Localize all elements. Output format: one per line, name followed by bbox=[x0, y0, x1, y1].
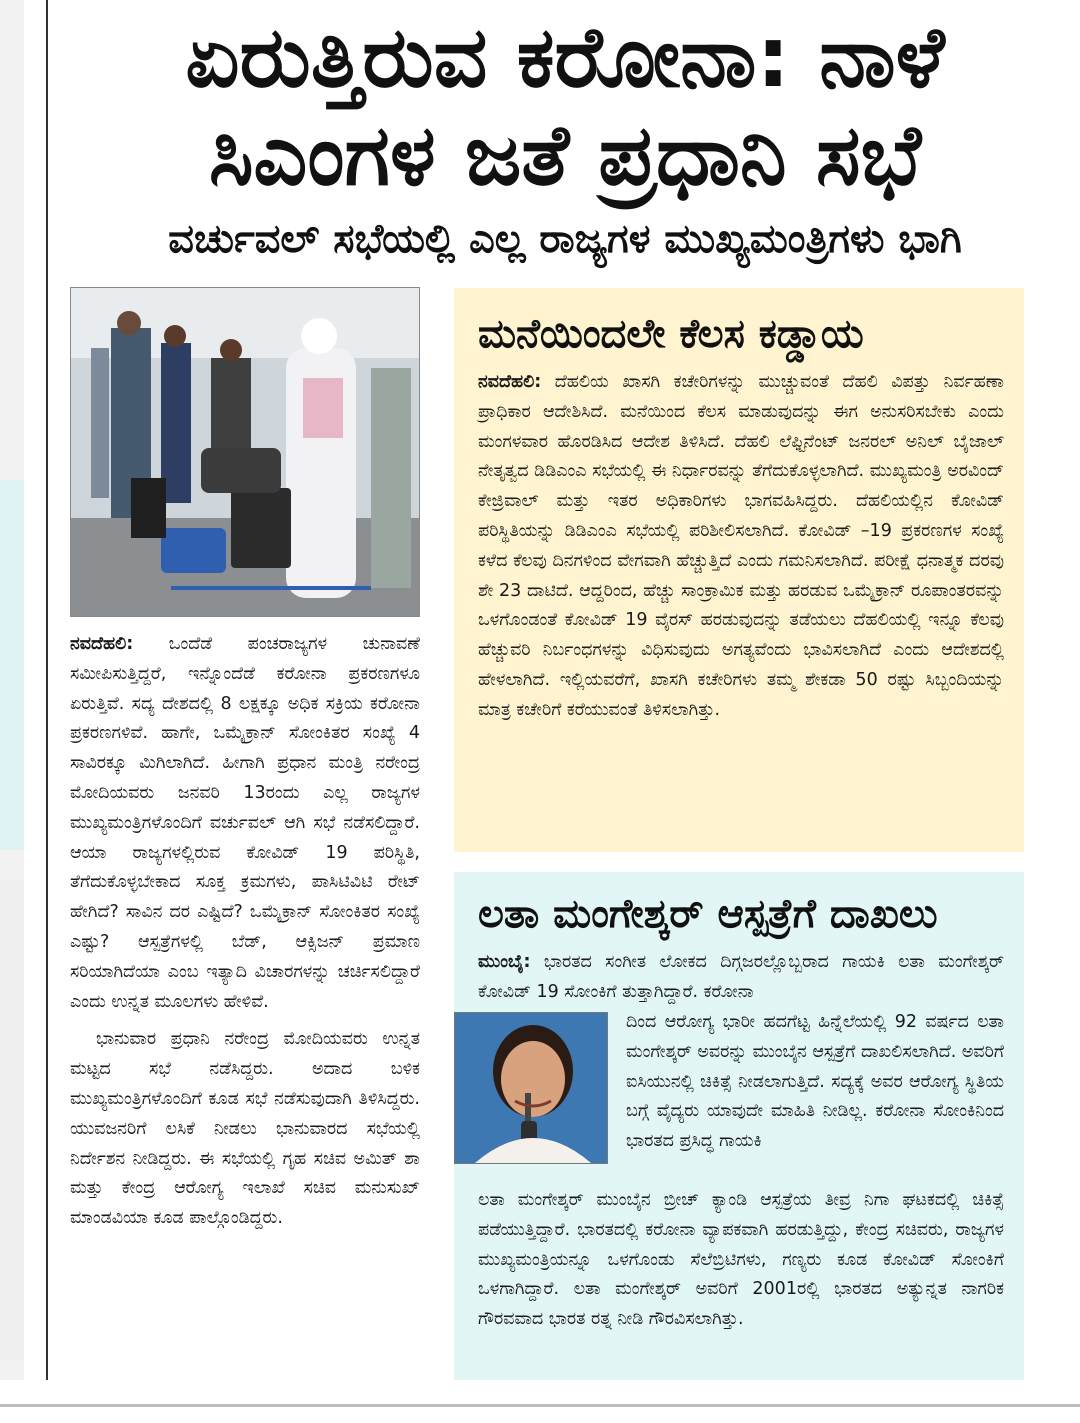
left-margin-strip bbox=[0, 0, 24, 1380]
lata-portrait-illustration bbox=[455, 1013, 607, 1163]
main-headline bbox=[60, 8, 1070, 204]
wfh-box-dateline: ನವದೆಹಲಿ: bbox=[478, 372, 542, 392]
lata-box-wrap-text: ದಿಂದ ಆರೋಗ್ಯ ಭಾರೀ ಹದಗೆಟ್ಟ ಹಿನ್ನೆಲೆಯಲ್ಲಿ 92 ವರ್ಷದ ಲತಾ ಮಂಗೇಶ್ಕರ್ ಅವರನ್ನು ಮುಂಬೈನ ಆಸ್ಪತ್ರೆಗೆ ದಾಖಲಿಸಲಾಗಿದೆ. ಅವರಿಗೆ ಐಸಿಯುನಲ್ಲಿ ಚಿಕಿತ್ಸೆ ನೀಡಲಾಗುತ್ತಿದೆ. ಸದ್ಯಕ್ಕೆ ಅವರ ಆರೋಗ್ಯ ಸ್ಥಿತಿಯ ಬಗ್ಗೆ ವೈದ್ಯರು ಯಾವುದೇ ಮಾಹಿತಿ ನೀಡಿಲ್ಲ. ಕರೋನಾ ಸೋಂಕಿನಿಂದ ಭಾರತದ ಪ್ರಸಿದ್ಧ ಗಾಯಕಿ bbox=[626, 1012, 1005, 1152]
lata-box bbox=[454, 872, 1024, 1380]
main-story-para-2: ಭಾನುವಾರ ಪ್ರಧಾನಿ ನರೇಂದ್ರ ಮೋದಿಯವರು ಉನ್ನತ ಮಟ್ಟದ ಸಭೆ ನಡೆಸಿದ್ದರು. ಅದಾದ ಬಳಿಕ ಮುಖ್ಯಮಂತ್ರಿಗಳೊಂದಿಗೆ ಕೂಡ ಸಭೆ ನಡೆಸುವುದಾಗಿ ತಿಳಿಸಿದ್ದರು. ಯುವಜನರಿಗೆ ಲಸಿಕೆ ನೀಡಲು ಭಾನುವಾರದ ಸಭೆಯಲ್ಲಿ ನಿರ್ದೇಶನ ನೀಡಿದ್ದರು. ಈ ಸಭೆಯಲ್ಲಿ ಗೃಹ ಸಚಿವ ಅಮಿತ್ ಶಾ ಮತ್ತು ಕೇಂದ್ರ ಆರೋಗ್ಯ ಇಲಾಖೆ ಸಚಿವ ಮನುಸುಖ್ ಮಾಂಡವಿಯಾ ಕೂಡ ಪಾಲ್ಗೊಂಡಿದ್ದರು. bbox=[70, 1029, 420, 1229]
lata-portrait bbox=[454, 1012, 608, 1164]
subheadline: ವರ್ಚುವಲ್ ಸಭೆಯಲ್ಲಿ ಎಲ್ಲ ರಾಜ್ಯಗಳ ಮುಖ್ಯಮಂತ್ರಿಗಳು ಭಾಗಿ bbox=[168, 216, 962, 262]
page-bottom-rule bbox=[0, 1404, 1080, 1407]
airport-photo bbox=[70, 287, 420, 617]
wfh-box bbox=[454, 288, 1024, 852]
lata-box-title: ಲತಾ ಮಂಗೇಶ್ಕರ್ ಆಸ್ಪತ್ರೆಗೆ ದಾಖಲು bbox=[478, 891, 938, 937]
lata-box-intro-text: ಭಾರತದ ಸಂಗೀತ ಲೋಕದ ದಿಗ್ಗಜರಲ್ಲೊಬ್ಬರಾದ ಗಾಯಕಿ ಲತಾ ಮಂಗೇಶ್ಕರ್ ಕೋವಿಡ್ 19 ಸೋಂಕಿಗೆ ತುತ್ತಾಗಿದ್ದಾರೆ. ಕರೋನಾ bbox=[478, 952, 1004, 1002]
wfh-box-text: ದೆಹಲಿಯ ಖಾಸಗಿ ಕಚೇರಿಗಳನ್ನು ಮುಚ್ಚುವಂತೆ ದೆಹಲಿ ವಿಪತ್ತು ನಿರ್ವಹಣಾ ಪ್ರಾಧಿಕಾರ ಆದೇಶಿಸಿದೆ. ಮನೆಯಿಂದ ಕೆಲಸ ಮಾಡುವುದನ್ನು ಈಗ ಅನುಸರಿಸಬೇಕು ಎಂದು ಮಂಗಳವಾರ ಹೊರಡಿಸಿದ ಆದೇಶ ತಿಳಿಸಿದೆ. ದೆಹಲಿ ಲೆಫ್ಟಿನೆಂಟ್ ಜನರಲ್ ಅನಿಲ್ ಬೈಜಾಲ್ ನೇತೃತ್ವದ ಡಿಡಿಎಂಎ ಸಭೆಯಲ್ಲಿ ಈ ನಿರ್ಧಾರವನ್ನು ತೆಗೆದುಕೊಳ್ಳಲಾಗಿದೆ. ಮುಖ್ಯಮಂತ್ರಿ ಅರವಿಂದ್ ಕೇಜ್ರಿವಾಲ್ ಮತ್ತು ಇತರ ಅಧಿಕಾರಿಗಳು ಭಾಗವಹಿಸಿದ್ದರು. ದೆಹಲಿಯಲ್ಲಿನ ಕೋವಿಡ್ ಪರಿಸ್ಥಿತಿಯನ್ನು ಡಿಡಿಎಂಎ ಸಭೆಯಲ್ಲಿ ಪರಿಶೀಲಿಸಲಾಗಿದೆ. ಕೋವಿಡ್ –19 ಪ್ರಕರಣಗಳ ಸಂಖ್ಯೆ ಕಳೆದ ಕೆಲವು ದಿನಗಳಿಂದ ವೇಗವಾಗಿ ಹೆಚ್ಚುತ್ತಿದೆ ಎಂದು ಗಮನಿಸಲಾಗಿದೆ. ಪರೀಕ್ಷೆ ಧನಾತ್ಮಕ ದರವು ಶೇ 23 ದಾಟಿದೆ. ಆದ್ದರಿಂದ, ಹೆಚ್ಚು ಸಾಂಕ್ರಾಮಿಕ ಮತ್ತು ಹರಡುವ ಒಮೈಕ್ರಾನ್ ರೂಪಾಂತರವನ್ನು ಒಳಗೊಂಡಂತೆ ಕೋವಿಡ್ 19 ವೈರಸ್ ಹರಡುವುದನ್ನು ತಡೆಯಲು ದೆಹಲಿಯಲ್ಲಿ ಇನ್ನೂ ಕೆಲವು ಹೆಚ್ಚುವರಿ ನಿರ್ಬಂಧಗಳನ್ನು ವಿಧಿಸುವುದು ಅಗತ್ಯವೆಂದು ಭಾವಿಸಲಾಗಿದೆ ಎಂದು ಆದೇಶದಲ್ಲಿ ಹೇಳಲಾಗಿದೆ. ಇಲ್ಲಿಯವರೆಗೆ, ಖಾಸಗಿ ಕಚೇರಿಗಳು ತಮ್ಮ ಶೇಕಡಾ 50 ರಷ್ಟು ಸಿಬ್ಬಂದಿಯನ್ನು ಮಾತ್ರ ಕಚೇರಿಗೆ ಕರೆಯುವಂತೆ ತಿಳಿಸಲಾಗಿತ್ತು. bbox=[478, 372, 1004, 720]
lata-box-dateline: ಮುಂಬೈ: bbox=[478, 952, 531, 972]
column-rule bbox=[46, 0, 48, 1380]
main-story-dateline: ನವದೆಹಲಿ: bbox=[70, 634, 134, 654]
main-story-para-1 bbox=[70, 630, 420, 1017]
wfh-box-title: ಮನೆಯಿಂದಲೇ ಕೆಲಸ ಕಡ್ಡಾಯ bbox=[478, 311, 864, 357]
adjacent-column-tint bbox=[0, 880, 24, 1360]
lata-box-rest-text: ಲತಾ ಮಂಗೇಶ್ಕರ್ ಮುಂಬೈನ ಬ್ರೀಚ್ ಕ್ಯಾಂಡಿ ಆಸ್ಪತ್ರೆಯ ತೀವ್ರ ನಿಗಾ ಘಟಕದಲ್ಲಿ ಚಿಕಿತ್ಸೆ ಪಡೆಯುತ್ತಿದ್ದಾರೆ. ಭಾರತದಲ್ಲಿ ಕರೋನಾ ವ್ಯಾಪಕವಾಗಿ ಹರಡುತ್ತಿದ್ದು, ಕೇಂದ್ರ ಸಚಿವರು, ರಾಜ್ಯಗಳ ಮುಖ್ಯಮಂತ್ರಿಯನ್ನೂ ಒಳಗೊಂಡು ಸೆಲೆಬ್ರಿಟಿಗಳು, ಗಣ್ಯರು ಕೂಡ ಕೋವಿಡ್ ಸೋಂಕಿಗೆ ಒಳಗಾಗಿದ್ದಾರೆ. ಲತಾ ಮಂಗೇಶ್ಕರ್ ಅವರಿಗೆ 2001ರಲ್ಲಿ ಭಾರತದ ಅತ್ಯುನ್ನತ ನಾಗರಿಕ ಗೌರವವಾದ ಭಾರತ ರತ್ನ ನೀಡಿ ಗೌರವಿಸಲಾಗಿತ್ತು. bbox=[478, 1190, 1004, 1330]
main-story bbox=[70, 630, 420, 1242]
lata-box-intro bbox=[478, 948, 1004, 1008]
adjacent-column-tint bbox=[0, 480, 24, 850]
headline-line-1: ಏರುತ್ತಿರುವ ಕರೋನಾ: ನಾಳೆ bbox=[185, 8, 945, 106]
wfh-box-body bbox=[478, 368, 1004, 726]
headline-line-2: ಸಿಎಂಗಳ ಜತೆ ಪ್ರಧಾನಿ ಸಭೆ bbox=[208, 106, 922, 204]
main-story-text-1: ಒಂದೆಡೆ ಪಂಚರಾಜ್ಯಗಳ ಚುನಾವಣೆ ಸಮೀಪಿಸುತ್ತಿದ್ದರೆ, ಇನ್ನೊಂದೆಡೆ ಕರೋನಾ ಪ್ರಕರಣಗಳೂ ಏರುತ್ತಿವೆ. ಸದ್ಯ ದೇಶದಲ್ಲಿ 8 ಲಕ್ಷಕ್ಕೂ ಅಧಿಕ ಸಕ್ರಿಯ ಕರೋನಾ ಪ್ರಕರಣಗಳಿವೆ. ಹಾಗೇ, ಒಮೈಕ್ರಾನ್ ಸೋಂಕಿತರ ಸಂಖ್ಯೆ 4 ಸಾವಿರಕ್ಕೂ ಮಿಗಿಲಾಗಿದೆ. ಹೀಗಾಗಿ ಪ್ರಧಾನ ಮಂತ್ರಿ ನರೇಂದ್ರ ಮೋದಿಯವರು ಜನವರಿ 13ರಂದು ಎಲ್ಲ ರಾಜ್ಯಗಳ ಮುಖ್ಯಮಂತ್ರಿಗಳೊಂದಿಗೆ ವರ್ಚುವಲ್ ಆಗಿ ಸಭೆ ನಡೆಸಲಿದ್ದಾರೆ. ಆಯಾ ರಾಜ್ಯಗಳಲ್ಲಿರುವ ಕೋವಿಡ್ 19 ಪರಿಸ್ಥಿತಿ, ತೆಗೆದುಕೊಳ್ಳಬೇಕಾದ ಸೂಕ್ತ ಕ್ರಮಗಳು, ಪಾಸಿಟಿವಿಟಿ ರೇಟ್ ಹೇಗಿದೆ? ಸಾವಿನ ದರ ಎಷ್ಟಿದೆ? ಒಮೈಕ್ರಾನ್ ಸೋಂಕಿತರ ಸಂಖ್ಯೆ ಎಷ್ಟು? ಆಸ್ಪತ್ರೆಗಳಲ್ಲಿ ಬೆಡ್, ಆಕ್ಸಿಜನ್ ಪ್ರಮಾಣ ಸರಿಯಾಗಿದೆಯಾ ಎಂಬ ಇತ್ಯಾದಿ ವಿಚಾರಗಳನ್ನು ಚರ್ಚಿಸಲಿದ್ದಾರೆ ಎಂದು ಉನ್ನತ ಮೂಲಗಳು ಹೇಳಿವೆ. bbox=[70, 634, 420, 1012]
airport-photo-illustration bbox=[71, 288, 419, 616]
